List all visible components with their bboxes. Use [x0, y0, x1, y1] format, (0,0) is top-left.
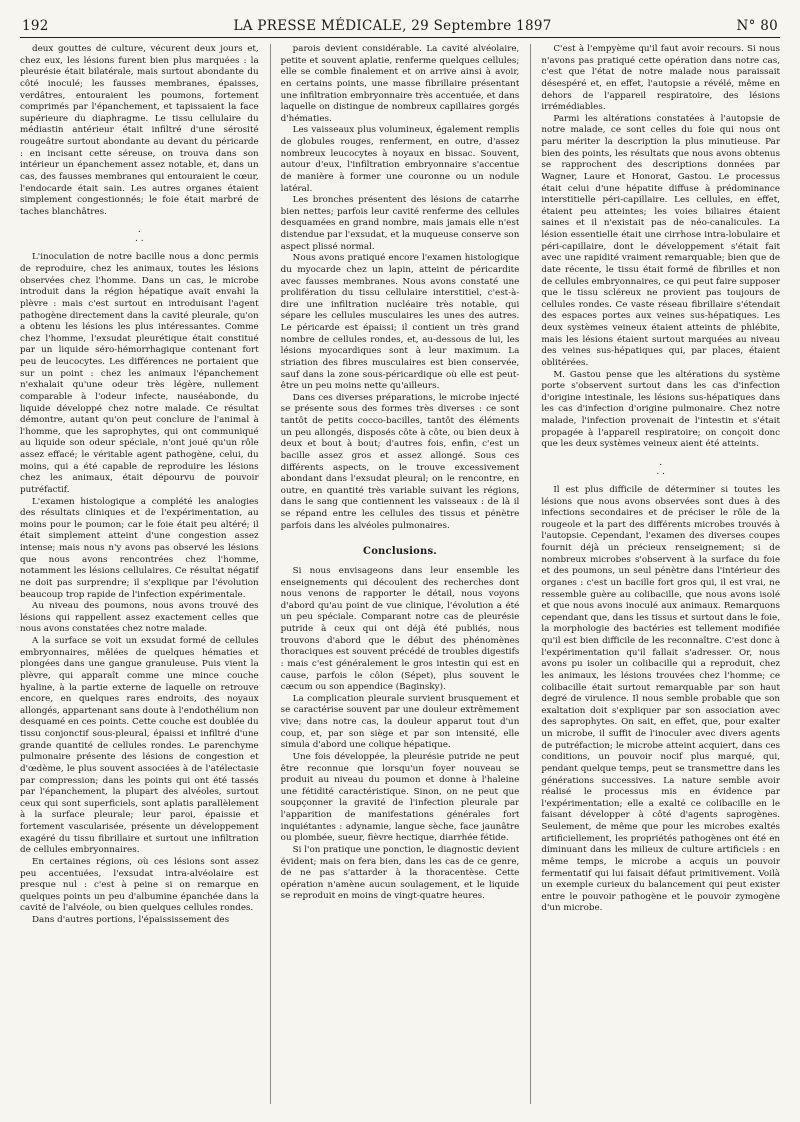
paragraph: Les bronches présentent des lésions de catarrhe bien nettes; parfois leur cavité renferme des cellules desquamées en grand nombre, mais jamais elle n'est distendue par l'exsudat, et la muqueuse conserve son aspect plissé normal. — [280, 195, 520, 252]
column-3 — [530, 44, 780, 1104]
paragraph: Si nous envisageons dans leur ensemble les enseignements qui découlent des recherches dont nous venons de rapporter le détail, nous voyons d'abord qu'au point de vue clinique, l'évolution a été un peu spéciale. Comparant notre cas de pleurésie putride à ceux qui ont déjà été publiés, nous trouvons d'abord que le début des phénomènes thoraciques est souvent précédé de troubles digestifs : mais c'est généralement le gros intestin qui est en cause, parfois le côlon (Sépet), plus souvent le cæcum ou son appendice (Baginsky). — [280, 565, 520, 693]
paragraph: parois devient considérable. La cavité alvéolaire, petite et souvent aplatie, renferme quelques cellules; elle se comble finalement et on arrive ainsi à avoir, en certains points, une masse fibrillaire présentant une infiltration embryonnaire très accentuée, et dans laquelle on distingue de nombreux capillaires gorgés d'hématies. — [280, 44, 520, 124]
paragraph: L'inoculation de notre bacille nous a donc permis de reproduire, chez les animaux, toutes les lésions observées chez l'homme. Dans un cas, le microbe introduit dans la région hépatique avait envahi la plèvre : mais c'est surtout en introduisant l'agent pathogène directement dans la cavité pleurale, qu'on a obtenu les lésions les plus intéressantes. Comme chez l'homme, l'exsudat pleurétique était constitué par un liquide séro-hémorrhagique contenant fort peu de leucocytes. Les différences ne portaient que sur un point : chez les animaux l'épanchement n'exhalait qu'une odeur très légère, nullement comparable à l'odeur infecte, nauséabonde, du liquide développé chez notre malade. Ce résultat démontre, autant qu'on peut conclure de l'animal à l'homme, que les saprophytes, qui ont communiqué au liquide son odeur spéciale, n'ont joué qu'un rôle assez effacé; le véritable agent pathogène, celui, du moins, qui a été capable de reproduire les lésions chez les animaux, était dépourvu de pouvoir putréfactif. — [20, 252, 259, 495]
paragraph: Dans ces diverses préparations, le microbe injecté se présente sous des formes très diverses : ce sont tantôt de petits cocco-bacilles, tantôt des éléments un peu allongés, disposés côte à côte, ou bien deux à deux et bout à bout; d'autres fois, enfin, c'est un bacille assez gros et assez allongé. Sous ces différents aspects, on le trouve excessivement abondant dans l'exsudat pleural; on le rencontre, en outre, en quantité très variable suivant les régions, dans le sang que contiennent les vaisseaux : de là il se répand entre les cellules des tissus et pénètre parfois dans les alvéoles pulmonaires. — [280, 392, 520, 531]
paragraph: Il est plus difficile de déterminer si toutes les lésions que nous avons observées sont dues à des infections secondaires et de préciser le rôle de la rougeole et la part des différents microbes trouvés à l'autopsie. Cependant, l'examen des diverses coupes fournit déjà un précieux renseignement; si de nombreux microbes s'observent à la surface du foie et des poumons, un seul pénètre dans l'intérieur des organes : c'est un bacille fort gros qui, il est vrai, ne ressemble guère au colibacille, que nous avons isolé et que nous avons inoculé aux animaux. Remarquons cependant que, dans les tissus et surtout dans le foie, la morphologie des bactéries est tellement modifiée qu'il est bien difficile de les reconnaître. C'est donc à l'expérimentation qu'il fallait s'adresser. Or, nous avons pu isoler un colibacille qui a reproduit, chez les animaux, les lésions trouvées chez l'homme; ce colibacille était surtout remarquable par son haut degré de virulence. Il nous semble probable que son exaltation doit s'expliquer par son association avec des saprophytes. On sait, en effet, que, pour exalter un microbe, il suffit de l'inoculer avec divers agents de putréfaction; le microbe atteint acquiert, dans ces conditions, un pouvoir nocif plus marqué, qui, pendant quelque temps, peut se transmettre dans les générations successives. La nature semble avoir réalisé le processus mis en évidence par l'expérimentation; elle a exalté ce colibacille en le faisant développer à côté d'agents saprogènes. Seulement, de même que pour les microbes exaltés artificiellement, les propriétés pathogènes ont été en diminuant dans les milieux de culture artificiels : en même temps, le microbe a acquis un pouvoir fermentatif qui lui faisait défaut primitivement. Voilà un exemple curieux du balancement qui peut exister entre le pouvoir pathogène et le pouvoir zymogène d'un microbe. — [541, 484, 781, 914]
paragraph: Parmi les altérations constatées à l'autopsie de notre malade, ce sont celles du foie qui nous ont paru mériter la description la plus minutieuse. Par bien des points, les résultats que nous avons obtenus se rapprochent des descriptions données par Wagner, Laure et Honorat, Gastou. Le processus était celui d'une hépatite diffuse à prédominance interstitielle péri-capillaire. Les cellules, en effet, étaient peu atteintes; les voies biliaires étaient saines et il n'existait pas de néo-canalicules. La lésion essentielle était une cirrhose intra-lobulaire et péri-capillaire, dont le développement s'était fait avec une rapidité vraiment remarquable; bien que de date récente, le tissu était formé de fibrilles et non de cellules embryonnaires, ce qui peut faire supposer que le tissu scléreux ne provient pas toujours de cellules rondes. Ce vaste réseau fibrillaire s'étendait des espaces portes aux veines sus-hépatiques. Les deux systèmes veineux étaient atteints de phlébite, mais les lésions étaient surtout marquées au niveau des veines sus-hépatiques qui, par places, étaient oblitérées. — [541, 113, 781, 368]
paragraph: L'examen histologique a complété les analogies des résultats cliniques et de l'expérimentation, au moins pour le poumon; car le foie était peu altéré; il était simplement atteint d'une congestion assez intense; mais nous n'y avons pas observé les lésions que nous avons rencontrées chez l'homme, notamment les lésions cellulaires. Ce résultat négatif ne doit pas surprendre; il s'explique par l'évolution beaucoup trop rapide de l'infection expérimentale. — [20, 496, 259, 600]
paragraph: Dans d'autres portions, l'épaississement des — [32, 915, 230, 925]
paragraph: A la surface se voit un exsudat formé de cellules embryonnaires, mêlées de quelques hématies et plongées dans une gangue granuleuse. Puis vient la plèvre, qui apparaît comme une mince couche hyaline, à la partie externe de laquelle on retrouve encore, en quelques rares endroits, des noyaux allongés, appartenant sans doute à l'endothélium non desquamé en ces points. Cette couche est doublée du tissu conjonctif sous-pleural, épaissi et infiltré d'une grande quantité de cellules rondes. Le parenchyme pulmonaire présente des lésions de congestion et d'œdème, le plus souvent associées à de l'atélectasie par compression; dans les points qui ont été tassés par l'épanchement, la plupart des alvéoles, surtout ceux qui sont superficiels, sont aplatis parallèlement à la surface pleurale; leur paroi, épaissie et fortement vascularisée, présente un développement exagéré du tissu fibrillaire et surtout une infiltration de cellules embryonnaires. — [20, 636, 259, 856]
paragraph: C'est à l'empyème qu'il faut avoir recours. Si nous n'avons pas pratiqué cette opération dans notre cas, c'est que l'état de notre malade nous paraissait désespéré et, en effet, l'autopsie a révélé, même en dehors de l'appareil respiratoire, des lésions irrémédiables. — [541, 44, 781, 113]
section-separator: . . . — [656, 457, 665, 477]
paragraph: deux gouttes de culture, vécurent deux jours et, chez eux, les lésions furent bien plus marquées : la pleurésie était bilatérale, mais surtout abondante du côté inoculé; les fausses membranes, épaisses, verdâtres, entouraient les poumons, fortement comprimés par l'épanchement, et tapissaient la face supérieure du diaphragme. Le tissu cellulaire du médiastin antérieur était infiltré d'une sérosité rougeâtre surtout abondante au devant du péricarde : en incisant cette séreuse, on trouva dans son intérieur un épanchement assez notable, et, dans un cas, des fausses membranes qui entouraient le cœur, l'endocarde était sain. Les autres organes étaient simplement congestionnés; le foie était marbré de taches blanchâtres. — [20, 44, 259, 217]
paragraph: Au niveau des poumons, nous avons trouvé des lésions qui rappellent assez exactement celles que nous avons constatées chez notre malade. — [20, 601, 259, 635]
section-separator: . . . — [135, 225, 144, 245]
issue-number: N° 80 — [736, 18, 778, 34]
column-2 — [270, 44, 520, 1104]
section-heading-conclusions: Conclusions. — [363, 546, 437, 558]
page-number: 192 — [22, 18, 49, 34]
paragraph: Si l'on pratique une ponction, le diagnostic devient évident; mais on fera bien, dans les cas de ce genre, de ne pas s'attarder à la thoracentèse. Cette opération n'amène aucun soulagement, et le liquide se reproduit en moins de vingt-quatre heures. — [280, 844, 520, 902]
column-1 — [20, 44, 259, 1104]
page-header — [20, 18, 780, 38]
article-columns — [20, 44, 780, 1104]
paragraph: En certaines régions, où ces lésions sont assez peu accentuées, l'exsudat intra-alvéolaire est presque nul : c'est à peine si on remarque en quelques points un peu d'albumine épanchée dans la cavité de l'alvéole, ou bien quelques cellules rondes. — [20, 856, 259, 914]
paragraph: La complication pleurale survient brusquement et se caractérise souvent par une douleur extrêmement vive; dans notre cas, la douleur apparut tout d'un coup, et, par son siège et par son intensité, elle simula d'abord une colique hépatique. — [280, 693, 520, 751]
paragraph: Nous avons pratiqué encore l'examen histologique du myocarde chez un lapin, atteint de péricardite avec fausses membranes. Nous avons constaté une prolifération du tissu cellulaire interstitiel, c'est-à-dire une infiltration nucléaire très notable, qui sépare les cellules musculaires les unes des autres. Le péricarde est épaissi; il contient un très grand nombre de cellules rondes, et, au-dessous de lui, les lésions myocardiques sont à leur maximum. La striation des fibres musculaires est bien conservée, sauf dans la zone sous-péricardique où elle est peut-être un peu moins nette qu'ailleurs. — [280, 253, 520, 392]
paragraph: M. Gastou pense que les altérations du système porte s'observent surtout dans les cas d'infection d'origine intestinale, les lésions sus-hépatiques dans les cas d'infection d'origine pulmonaire. Chez notre malade, l'infection provenait de l'intestin et s'était propagée à l'appareil respiratoire; on conçoit donc que les deux systèmes veineux aient été atteints. — [541, 369, 781, 450]
paragraph: Les vaisseaux plus volumineux, également remplis de globules rouges, renferment, en outre, d'assez nombreux leucocytes à noyaux en bissac. Souvent, autour d'eux, l'infiltration embryonnaire s'accentue de manière à former une couronne ou un nodule latéral. — [280, 125, 520, 194]
journal-title: LA PRESSE MÉDICALE, 29 Septembre 1897 — [233, 18, 552, 34]
paragraph: Une fois développée, la pleurésie putride ne peut être reconnue que lorsqu'un foyer nouveau se produit au niveau du poumon et donne à l'haleine une fétidité caractéristique. Sinon, on ne peut que soupçonner la gravité de l'infection pleurale par l'apparition de manifestations générales fort inquiétantes : adynamie, langue sèche, face jaunâtre ou plombée, sueur, fièvre hectique, diarrhée fétide. — [280, 751, 520, 844]
